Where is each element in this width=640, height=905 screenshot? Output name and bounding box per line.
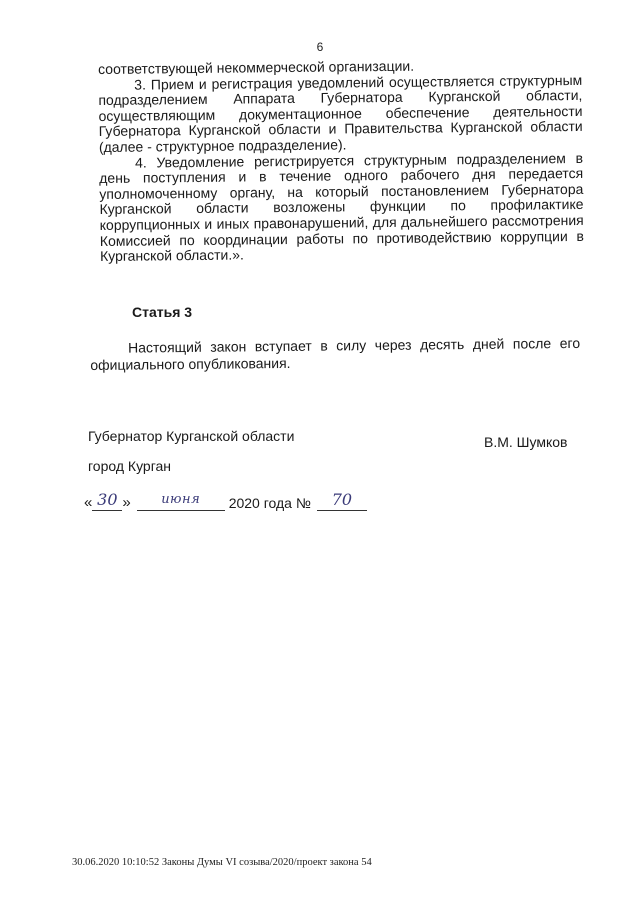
city: город Курган <box>88 458 172 474</box>
article-heading: Статья 3 <box>132 304 193 320</box>
month-field <box>137 492 225 511</box>
year-and-number-label: 2020 года № <box>228 495 311 511</box>
close-quote: » <box>122 494 131 511</box>
document-body <box>98 57 584 265</box>
paragraph-continuation: соответствующей некоммерческой организации. <box>97 57 415 77</box>
footer-stamp: 30.06.2020 10:10:52 Законы Думы VI созыва/2020/проект закона 54 <box>72 857 372 868</box>
article-body <box>90 335 580 374</box>
number-field <box>317 492 367 511</box>
signer-name: В.М. Шумков <box>484 434 568 450</box>
date-line <box>84 492 367 511</box>
paragraph-3: 3. Прием и регистрация уведомлений осуществляется структурным подразделением Аппарата Губернатора Курганской области, осуществляющим документационное обеспечение деятельности Губернатора Курганской области и Правительства Курганской области (далее - структурное подразделение). <box>98 71 583 155</box>
article-paragraph: Настоящий закон вступает в силу через десять дней после его официального опубликования. <box>90 334 581 373</box>
handwritten-number: 70 <box>331 490 353 509</box>
handwritten-day: 30 <box>97 490 118 509</box>
signer-title: Губернатор Курганской области <box>88 428 295 444</box>
open-quote: « <box>84 494 93 511</box>
handwritten-month: июня <box>161 492 201 507</box>
day-field <box>92 492 122 511</box>
page-number: 6 <box>316 40 324 54</box>
paragraph-4: 4. Уведомление регистрируется структурным подразделением в день поступления и в течение одного рабочего дня передается уполномоченному органу, на который постановлением Губернатора Курганской области возложены функции по профилактике коррупционных и иных правонарушений, для дальнейшего рассмотрения Комиссией по координации работы по противодействию коррупции в Курганской области.». <box>99 149 584 265</box>
